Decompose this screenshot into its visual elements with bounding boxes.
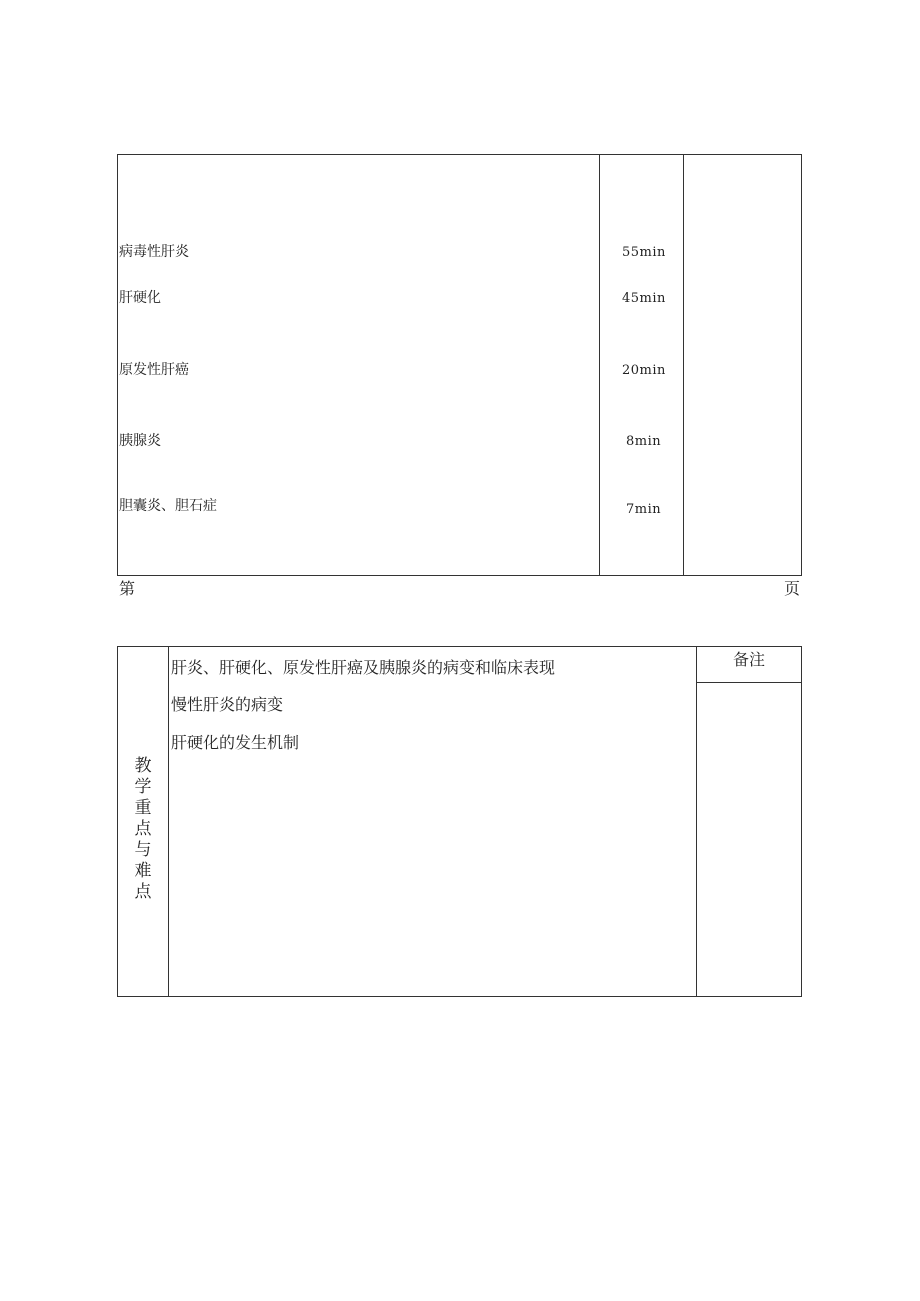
page-footer-left: 第 xyxy=(119,579,136,598)
key-points-divider-left xyxy=(168,646,169,997)
key-point-item: 肝炎、肝硬化、原发性肝癌及胰腺炎的病变和临床表现 xyxy=(171,658,556,677)
key-point-item: 肝硬化的发生机制 xyxy=(171,733,300,752)
remarks-header-divider xyxy=(696,682,802,683)
topic-liver-cancer: 原发性肝癌 xyxy=(119,362,189,378)
schedule-divider-1 xyxy=(599,154,600,576)
key-point-item: 慢性肝炎的病变 xyxy=(171,695,284,714)
schedule-table xyxy=(117,154,802,576)
schedule-divider-2 xyxy=(683,154,684,576)
key-points-side-label: 教学重点与难点 xyxy=(134,756,152,902)
time-cirrhosis: 45min xyxy=(622,291,666,306)
time-viral-hepatitis: 55min xyxy=(622,245,666,260)
topic-pancreatitis: 胰腺炎 xyxy=(119,433,161,449)
time-cholecystitis: 7min xyxy=(626,502,662,517)
remarks-header: 备注 xyxy=(733,650,766,669)
page-footer-right: 页 xyxy=(784,579,801,598)
time-liver-cancer: 20min xyxy=(622,363,666,378)
topic-viral-hepatitis: 病毒性肝炎 xyxy=(119,244,189,260)
key-points-divider-right xyxy=(696,646,697,997)
topic-cirrhosis: 肝硬化 xyxy=(119,290,161,306)
time-pancreatitis: 8min xyxy=(626,434,662,449)
topic-cholecystitis: 胆囊炎、胆石症 xyxy=(119,498,217,514)
